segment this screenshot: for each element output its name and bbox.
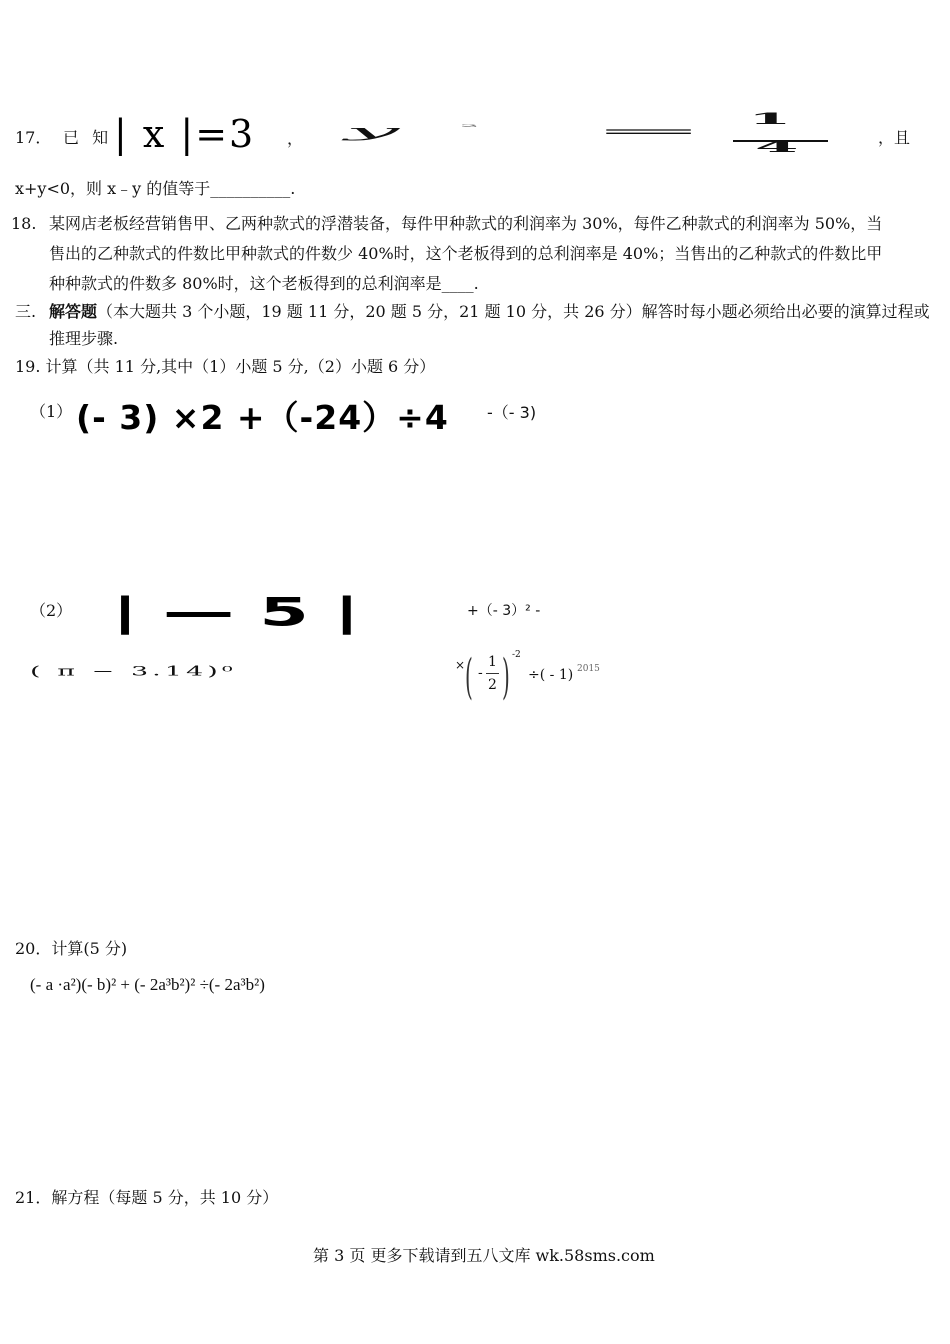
q19-part2-frac-bar — [486, 673, 499, 674]
q18-line2: 售出的乙种款式的件数比甲种款式的件数少 40%时，这个老板得到的总利润率是 40%；当售出的乙种款式的件数比甲 — [49, 244, 883, 263]
q17-number: 17． — [15, 128, 52, 147]
q19-part2-pi-term: ( π − 3.14)⁰ — [30, 663, 237, 679]
q19-part2-label: （2） — [30, 601, 73, 620]
section3-text: （本大题共 3 个小题，19 题 11 分，20 题 5 分，21 题 10 分，共 26 分）解答时每小题必须给出必要的演算过程或 — [97, 302, 930, 321]
q18-line3: 种种款式的件数多 80%时，这个老板得到的总利润率是____. — [49, 274, 479, 293]
section3-title: 解答题 — [49, 302, 98, 321]
q19-part2-frac-num: 1 — [488, 654, 497, 670]
q20-expression: (- a ·a²)(- b)² + (- 2a³b²)² ÷(- 2a³b²) — [30, 975, 265, 994]
q19-header: 19. 计算（共 11 分,其中（1）小题 5 分,（2）小题 6 分） — [15, 357, 436, 376]
q17-y-exponent: 2 — [460, 124, 480, 129]
q17-y-term: y — [345, 122, 400, 142]
q19-part1-tail: -（- 3) — [487, 403, 537, 422]
q18-number: 18. — [11, 214, 37, 233]
section3-number: 三. — [15, 302, 37, 321]
q17-line2: x+y<0，则 x﹣y 的值等于__________. — [15, 179, 296, 198]
q19-part2-div-exp: 2015 — [577, 664, 600, 674]
q17-fraction-numerator: 1 — [748, 110, 792, 128]
q19-part2-left-paren: ( — [465, 650, 473, 706]
q19-part2-abs: | — 5 | — [112, 590, 360, 636]
q17-abs-equation: | x |=3 — [114, 112, 256, 156]
q17-comma: ， — [287, 129, 304, 148]
q19-part2-times: × — [455, 658, 466, 672]
q17-equals: = — [592, 122, 706, 142]
section3-text2: 推理步骤. — [49, 329, 119, 348]
q19-part2-tail: +（- 3）² - — [467, 603, 541, 619]
q21-header: 21．解方程（每题 5 分，共 10 分） — [15, 1188, 279, 1207]
q17-fraction-denominator: 4 — [755, 138, 799, 156]
q19-part2-div: ÷( - 1) — [528, 667, 574, 683]
q19-part1-label: （1） — [30, 402, 73, 421]
q19-part2-exp: -2 — [512, 650, 521, 660]
q20-header: 20．计算(5 分) — [15, 939, 128, 958]
q17-prefix: 已 知 — [63, 128, 113, 147]
q19-part2-frac-sign: - — [478, 665, 483, 681]
q19-part2-frac-den: 2 — [488, 677, 497, 693]
q17-and: ，且 — [878, 128, 911, 147]
q19-part2-right-paren: ) — [502, 650, 510, 706]
q19-part1-expression: (- 3) ×2 +（-24）÷4 — [76, 398, 449, 437]
page-footer: 第 3 页 更多下载请到五八文库 wk.58sms.com — [313, 1246, 655, 1265]
q18-line1: 某网店老板经营销售甲、乙两种款式的浮潜装备，每件甲种款式的利润率为 30%，每件乙种款式的利润率为 50%，当 — [49, 214, 883, 233]
